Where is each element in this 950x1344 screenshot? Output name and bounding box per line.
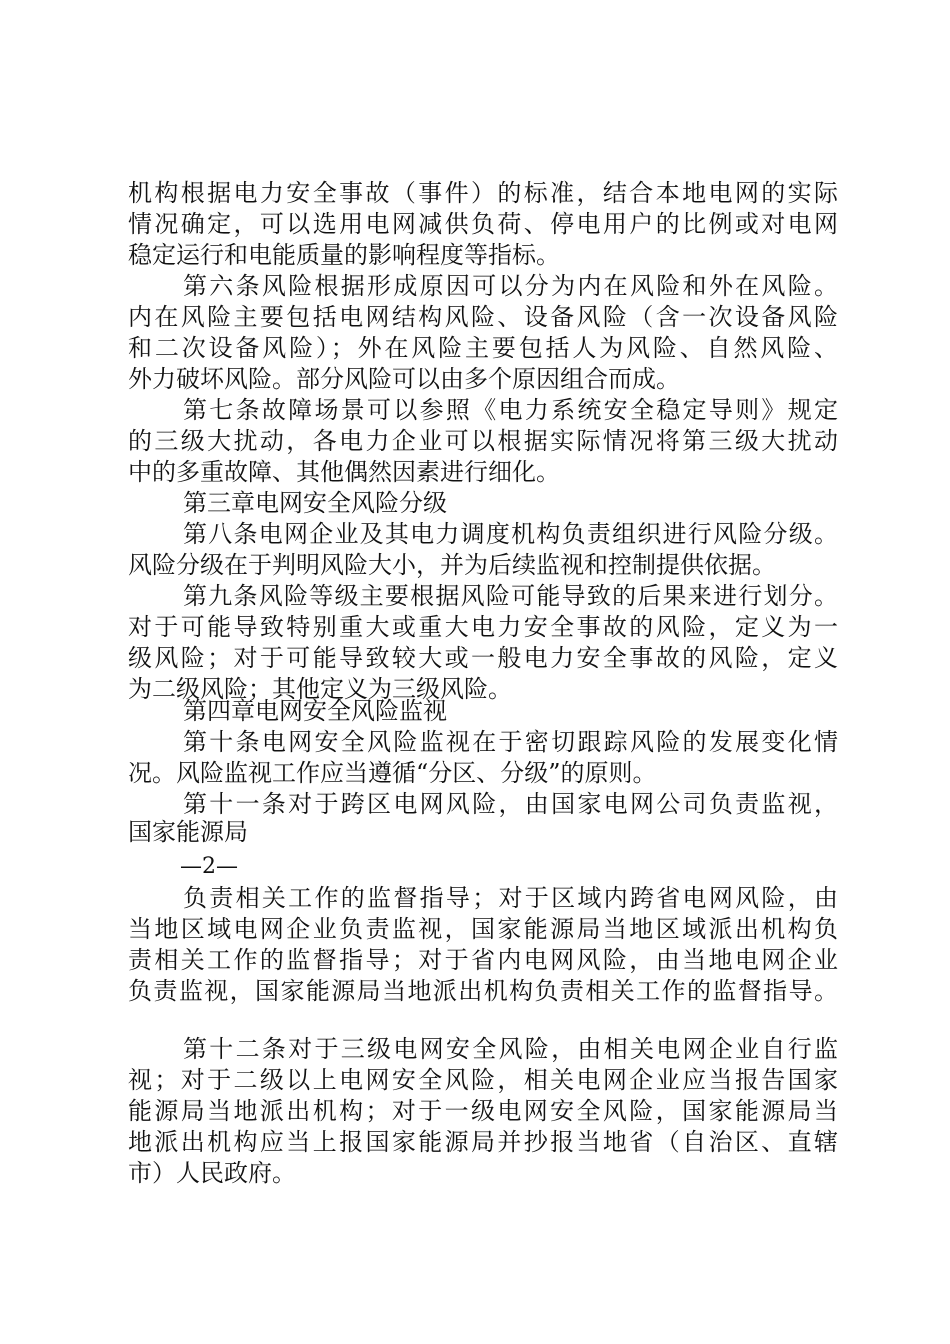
text-line: 地派出机构应当上报国家能源局并抄报当地省（自治区、直辖 bbox=[128, 1128, 838, 1156]
paragraph-first-line: 第六条风险根据形成原因可以分为内在风险和外在风险。 bbox=[183, 272, 838, 300]
text-line: 机构根据电力安全事故（事件）的标准，结合本地电网的实际 bbox=[128, 179, 838, 207]
page-number: —2— bbox=[180, 854, 238, 879]
paragraph-first-line: 第八条电网企业及其电力调度机构负责组织进行风险分级。 bbox=[183, 520, 838, 548]
paragraph-first-line: 第十一条对于跨区电网风险，由国家电网公司负责监视， bbox=[183, 790, 838, 818]
text-line: 对于可能导致特别重大或重大电力安全事故的风险，定义为一 bbox=[128, 613, 838, 641]
paragraph-first-line: 第七条故障场景可以参照《电力系统安全稳定导则》规定 bbox=[183, 396, 838, 424]
paragraph-first-line: 第十条电网安全风险监视在于密切跟踪风险的发展变化情 bbox=[183, 728, 838, 756]
text-line: 外力破坏风险。部分风险可以由多个原因组合而成。 bbox=[128, 365, 680, 393]
text-line: 为二级风险；其他定义为三级风险。 bbox=[128, 675, 512, 703]
paragraph-first-line: 第九条风险等级主要根据风险可能导致的后果来进行划分。 bbox=[183, 582, 838, 610]
text-line: 当地区域电网企业负责监视，国家能源局当地区域派出机构负 bbox=[128, 915, 838, 943]
text-line: 风险分级在于判明风险大小，并为后续监视和控制提供依据。 bbox=[128, 551, 776, 579]
text-line: 视；对于二级以上电网安全风险，相关电网企业应当报告国家 bbox=[128, 1066, 838, 1094]
text-line: 的三级大扰动，各电力企业可以根据实际情况将第三级大扰动 bbox=[128, 427, 838, 455]
chapter-heading: 第四章电网安全风险监视 bbox=[183, 697, 447, 725]
text-line: 能源局当地派出机构；对于一级电网安全风险，国家能源局当 bbox=[128, 1097, 838, 1125]
text-line: 负责监视，国家能源局当地派出机构负责相关工作的监督指导。 bbox=[128, 977, 838, 1005]
text-line: 稳定运行和电能质量的影响程度等指标。 bbox=[128, 241, 560, 269]
text-line: 级风险；对于可能导致较大或一般电力安全事故的风险，定义 bbox=[128, 644, 838, 672]
text-line: 情况确定，可以选用电网减供负荷、停电用户的比例或对电网 bbox=[128, 210, 838, 238]
text-line: 责相关工作的监督指导；对于省内电网风险，由当地电网企业 bbox=[128, 946, 838, 974]
paragraph-first-line: 负责相关工作的监督指导；对于区域内跨省电网风险，由 bbox=[183, 884, 838, 912]
text-line: 中的多重故障、其他偶然因素进行细化。 bbox=[128, 458, 560, 486]
text-line: 国家能源局 bbox=[128, 818, 248, 846]
text-line: 市）人民政府。 bbox=[128, 1159, 296, 1187]
text-line: 况。风险监视工作应当遵循“分区、分级”的原则。 bbox=[128, 759, 657, 787]
chapter-heading: 第三章电网安全风险分级 bbox=[183, 489, 447, 517]
text-line: 和二次设备风险）；外在风险主要包括人为风险、自然风险、 bbox=[128, 334, 838, 362]
text-line: 内在风险主要包括电网结构风险、设备风险（含一次设备风险 bbox=[128, 303, 838, 331]
paragraph-first-line: 第十二条对于三级电网安全风险，由相关电网企业自行监 bbox=[183, 1035, 838, 1063]
